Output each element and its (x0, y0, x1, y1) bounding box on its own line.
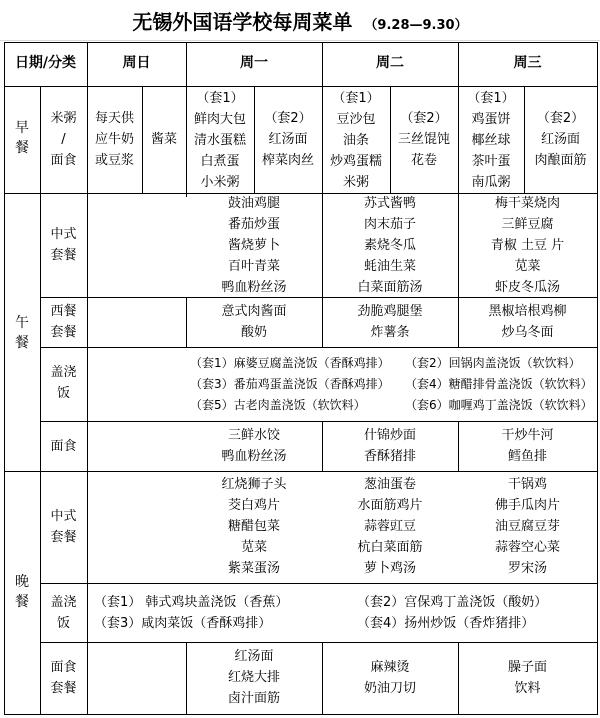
dinner-rice-bowl-set1: （套1） 韩式鸡块盖浇饭（香蕉） (94, 595, 289, 610)
lunch-chinese-tuesday: 苏式酱鸭 肉末茄子 素烧冬瓜 蚝油生菜 白菜面筋汤 (357, 196, 423, 295)
lunch-chinese-wednesday: 梅干菜烧肉 三鲜豆腐 青椒 土豆 片 苋菜 虾皮冬瓜汤 (490, 196, 565, 295)
lunch-western-tuesday: 劲脆鸡腿堡 炸薯条 (357, 304, 423, 340)
dinner-chinese-tuesday: 葱油蛋卷 水面筋鸡片 蒜蓉豇豆 杭白菜面筋 萝卜鸡汤 (357, 477, 423, 576)
breakfast-sunday-daily: 每天供 应牛奶 或豆浆 (94, 111, 134, 168)
corner-header: 日期/分类 (14, 55, 77, 71)
lunch-rice-bowl-set4: （套4）糖醋排骨盖浇饭（软饮料） (405, 377, 593, 391)
meal-label-breakfast: 早 餐 (15, 120, 29, 156)
breakfast-wednesday-set2: （套2） 红汤面 肉酿面筋 (534, 111, 587, 168)
category-lunch-western: 西餐 套餐 (50, 304, 77, 340)
lunch-rice-bowl-set2: （套2）回锅肉盖浇饭（软饮料） (405, 356, 581, 370)
category-lunch-chinese: 中式 套餐 (50, 227, 77, 263)
category-lunch-rice-bowl: 盖浇 饭 (50, 365, 77, 401)
category-dinner-rice-bowl: 盖浇 饭 (50, 595, 77, 631)
lunch-western-wednesday: 黑椒培根鸡柳 炒乌冬面 (488, 304, 567, 340)
category-dinner-chinese: 中式 套餐 (50, 509, 77, 545)
breakfast-tuesday-set1: （套1） 豆沙包 油条 炒鸡蛋糯 米粥 (329, 91, 382, 190)
breakfast-monday-set2: （套2） 红汤面 榨菜肉丝 (261, 111, 314, 168)
dinner-noodles-tuesday: 麻辣烫 奶油刀切 (363, 660, 416, 696)
day-header-wednesday: 周三 (513, 55, 542, 71)
menu-title: 无锡外国语学校每周菜单 (132, 10, 353, 34)
page-title (0, 6, 600, 38)
meal-label-lunch: 午 餐 (15, 315, 29, 351)
category-dinner-noodles: 面食 套餐 (50, 660, 77, 696)
dinner-chinese-wednesday: 干锅鸡 佛手瓜肉片 油豆腐豆芽 蒜蓉空心菜 罗宋汤 (494, 477, 560, 576)
lunch-western-monday: 意式肉酱面 酸奶 (221, 304, 287, 340)
breakfast-monday-set1: （套1） 鲜肉大包 清水蛋糕 白煮蛋 小米粥 (193, 91, 246, 190)
lunch-rice-bowl-set5: （套5）古老肉盖浇饭（软饮料） (190, 398, 366, 412)
category-porridge-noodles: 米粥 / 面食 (50, 111, 77, 168)
day-header-tuesday: 周二 (376, 55, 404, 71)
lunch-noodles-monday: 三鲜水饺 鸭血粉丝汤 (221, 428, 287, 464)
category-lunch-noodles: 面食 (50, 439, 77, 454)
dinner-rice-bowl-set2: （套2）宫保鸡丁盖浇饭（酸奶） (357, 595, 548, 610)
day-header-monday: 周一 (240, 55, 268, 71)
dinner-chinese-monday: 红烧狮子头 茭白鸡片 糖醋包菜 苋菜 紫菜蛋汤 (221, 477, 287, 576)
lunch-rice-bowl-set1: （套1）麻婆豆腐盖浇饭（香酥鸡排） (190, 356, 390, 370)
date-range: （9.28—9.30） (364, 18, 468, 33)
day-header-sunday: 周日 (122, 55, 151, 71)
breakfast-sunday-side: 酱菜 (150, 132, 177, 147)
lunch-rice-bowl-set6: （套6）咖喱鸡丁盖浇饭（软饮料） (405, 398, 593, 412)
lunch-chinese-monday: 鼓油鸡腿 番茄炒蛋 酱烧萝卜 百叶青菜 鸭血粉丝汤 (221, 196, 287, 295)
dinner-noodles-wednesday: 臊子面 饮料 (507, 660, 547, 696)
breakfast-wednesday-set1: （套1） 鸡蛋饼 椰丝球 茶叶蛋 南瓜粥 (467, 91, 515, 190)
meal-label-dinner: 晚 餐 (15, 574, 29, 610)
lunch-noodles-wednesday: 干炒牛河 鳕鱼排 (501, 428, 554, 464)
dinner-rice-bowl-set4: （套4）扬州炒饭（香炸猪排） (357, 616, 535, 631)
lunch-noodles-tuesday: 什锦炒面 香酥猪排 (363, 428, 416, 464)
breakfast-tuesday-set2: （套2） 三丝馄饨 花卷 (397, 111, 450, 168)
dinner-rice-bowl-set3: （套3）咸肉菜饭（香酥鸡排） (94, 616, 272, 631)
lunch-rice-bowl-set3: （套3）番茄鸡蛋盖浇饭（香酥鸡排） (190, 377, 390, 391)
dinner-noodles-monday: 红汤面 红烧大排 卤汁面筋 (227, 649, 280, 706)
